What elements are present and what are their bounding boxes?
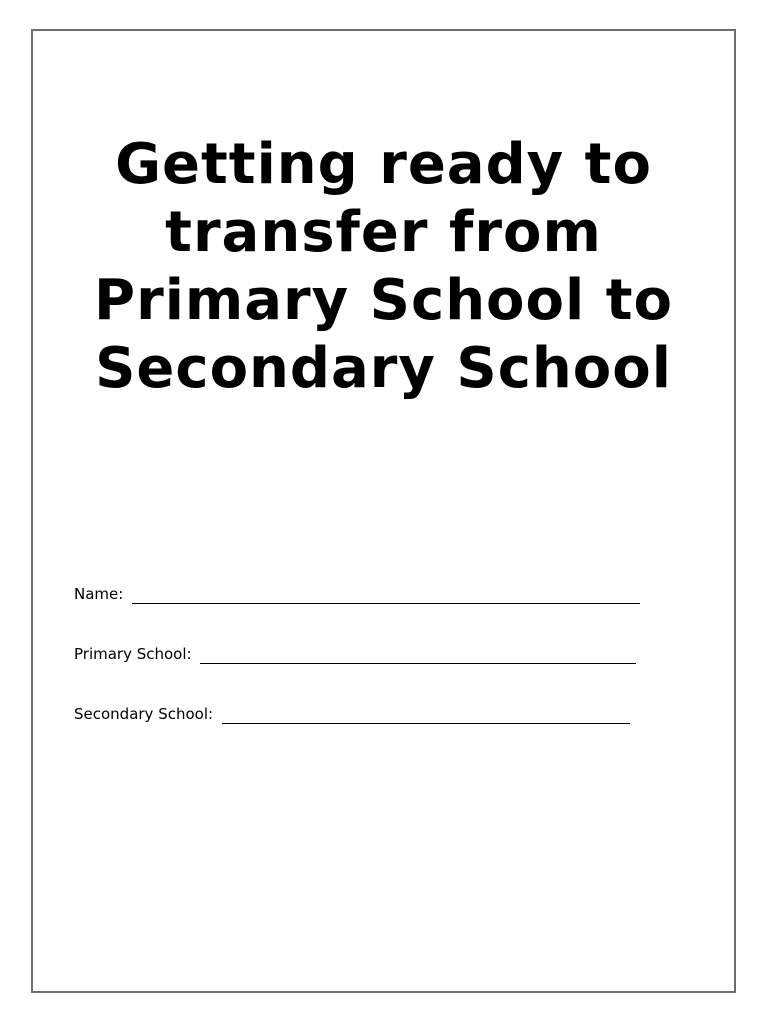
secondary-school-blank-line[interactable] [222, 708, 630, 724]
form-fields [74, 584, 714, 724]
name-field-row [74, 584, 714, 604]
title-line-4: Secondary School [95, 336, 672, 401]
secondary-school-label: Secondary School: [74, 705, 214, 723]
page-border [31, 29, 736, 993]
document-title [33, 131, 734, 403]
primary-school-field-row [74, 644, 714, 664]
title-line-3: Primary School to [94, 268, 673, 333]
name-blank-line[interactable] [132, 588, 640, 604]
primary-school-label: Primary School: [74, 645, 192, 663]
name-label: Name: [74, 585, 124, 603]
title-line-2: transfer from [165, 200, 602, 265]
title-line-1: Getting ready to [115, 132, 652, 197]
secondary-school-field-row [74, 704, 714, 724]
primary-school-blank-line[interactable] [200, 648, 636, 664]
